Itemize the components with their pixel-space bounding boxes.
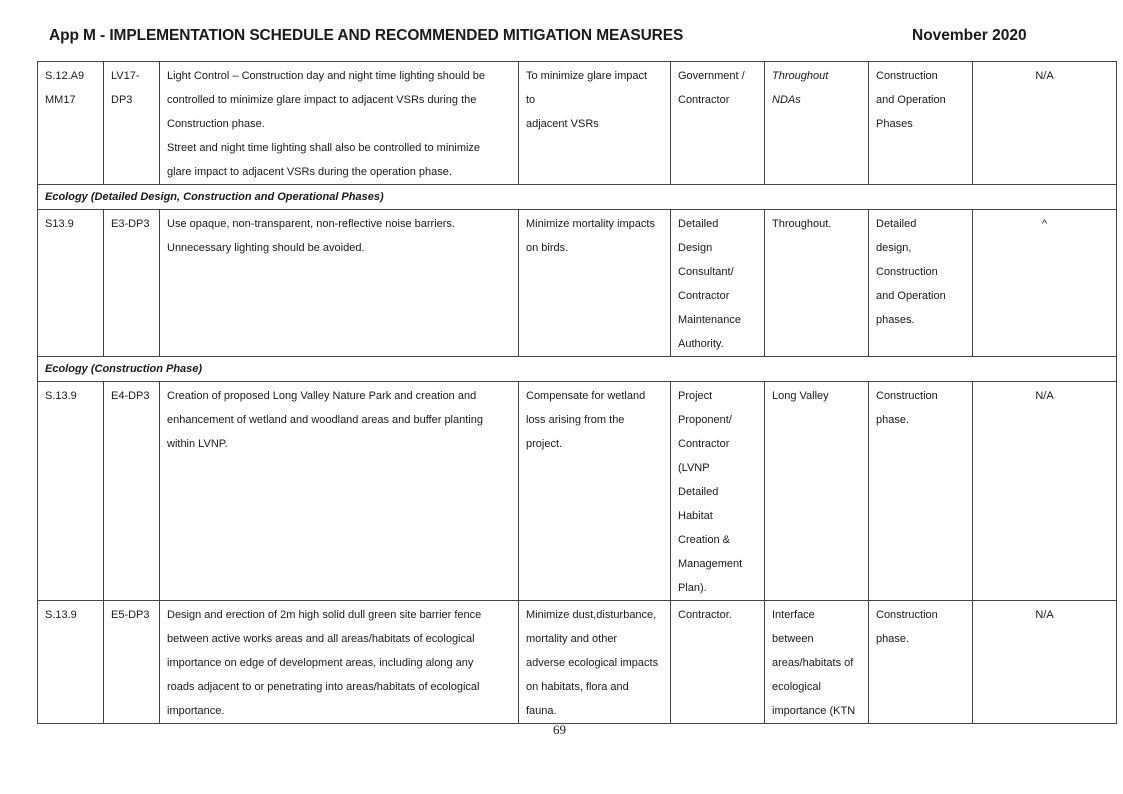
cell-line: Detailed: [678, 486, 719, 498]
status-cell: N/A: [973, 62, 1117, 185]
cell-line: Design and erection of 2m high solid dull green site barrier fence: [167, 609, 482, 621]
cell-line: Design: [678, 242, 713, 254]
location-cell: [765, 601, 869, 724]
mitigation-measure-cell: [160, 210, 519, 357]
cell-line: E4-DP3: [111, 390, 150, 402]
cell-line: Project: [678, 390, 713, 402]
cell-line: mortality and other: [526, 633, 618, 645]
cell-line: Construction: [876, 609, 938, 621]
cell-line: Construction: [876, 390, 938, 402]
objective-cell: [519, 210, 671, 357]
cell-line: to: [526, 94, 536, 106]
cell-line: on birds.: [526, 242, 569, 254]
cell-line: Use opaque, non-transparent, non-reflective noise barriers.: [167, 218, 455, 230]
cell-line: project.: [526, 438, 563, 450]
cell-line: Long Valley: [772, 390, 829, 402]
cell-line: fauna.: [526, 705, 557, 717]
cell-line: Compensate for wetland: [526, 390, 646, 402]
cell-line: S13.9: [45, 218, 74, 230]
document-title: App M - IMPLEMENTATION SCHEDULE AND RECOMMENDED MITIGATION MEASURES: [49, 27, 684, 44]
cell-line: Detailed: [678, 218, 719, 230]
cell-line: E5-DP3: [111, 609, 150, 621]
implementation-schedule-table: [37, 61, 1117, 724]
cell-line: Proponent/: [678, 414, 732, 426]
cell-line: Management: [678, 558, 743, 570]
cell-line: (LVNP: [678, 462, 710, 474]
cell-line: MM17: [45, 94, 76, 106]
cell-line: areas/habitats of: [772, 657, 854, 669]
timing-cell: [869, 382, 973, 601]
cell-line: Creation of proposed Long Valley Nature Park and creation and: [167, 390, 477, 402]
timing-cell: [869, 210, 973, 357]
cell-line: enhancement of wetland and woodland areas and buffer planting: [167, 414, 483, 426]
implementation-agent-cell: [671, 210, 765, 357]
location-cell: [765, 210, 869, 357]
mitigation-measure-cell: [160, 382, 519, 601]
mitigation-measure-cell: [160, 62, 519, 185]
cell-line: Minimize mortality impacts: [526, 218, 655, 230]
cell-line: phases.: [876, 314, 915, 326]
cell-line: ecological: [772, 681, 821, 693]
cell-line: between: [772, 633, 814, 645]
cell-line: S.12.A9: [45, 70, 85, 82]
cell-line: on habitats, flora and: [526, 681, 629, 693]
ep-ref-cell: [104, 62, 160, 185]
table-row: [38, 382, 1117, 601]
location-cell: [765, 382, 869, 601]
cell-line: and Operation: [876, 290, 946, 302]
cell-line: roads adjacent to or penetrating into areas/habitats of ecological: [167, 681, 480, 693]
implementation-agent-cell: [671, 601, 765, 724]
cell-line: Unnecessary lighting should be avoided.: [167, 242, 365, 254]
cell-line: Phases: [876, 118, 913, 130]
cell-line: Habitat: [678, 510, 713, 522]
cell-line: importance.: [167, 705, 225, 717]
cell-line: Street and night time lighting shall also be controlled to minimize: [167, 142, 481, 154]
cell-line: Authority.: [678, 338, 724, 350]
status-cell: N/A: [973, 601, 1117, 724]
cell-line: S.13.9: [45, 390, 77, 402]
cell-line: To minimize glare impact: [526, 70, 648, 82]
section-header-row: [38, 185, 1117, 210]
cell-line: Interface: [772, 609, 815, 621]
eia-ref-cell: [38, 62, 104, 185]
document-date: November 2020: [912, 27, 1027, 44]
cell-line: phase.: [876, 414, 910, 426]
status-cell: ^: [973, 210, 1117, 357]
ep-ref-cell: [104, 210, 160, 357]
page-number: 69: [553, 722, 566, 737]
section-header-row: [38, 357, 1117, 382]
cell-line: glare impact to adjacent VSRs during the operation phase.: [167, 166, 452, 178]
cell-line: Light Control – Construction day and night time lighting should be: [167, 70, 485, 82]
cell-line: Construction: [876, 70, 938, 82]
cell-line: LV17-: [111, 70, 140, 82]
cell-line: Contractor.: [678, 609, 732, 621]
timing-cell: [869, 62, 973, 185]
eia-ref-cell: [38, 210, 104, 357]
cell-line: Detailed: [876, 218, 917, 230]
section-header: Ecology (Detailed Design, Construction and Operational Phases): [38, 185, 1117, 210]
timing-cell: [869, 601, 973, 724]
cell-line: S.13.9: [45, 609, 77, 621]
cell-line: within LVNP.: [167, 438, 228, 450]
status-cell: N/A: [973, 382, 1117, 601]
cell-line: controlled to minimize glare impact to adjacent VSRs during the: [167, 94, 477, 106]
cell-line: adjacent VSRs: [526, 118, 599, 130]
cell-line: Construction: [876, 266, 938, 278]
cell-line: E3-DP3: [111, 218, 150, 230]
implementation-agent-cell: [671, 382, 765, 601]
objective-cell: [519, 601, 671, 724]
objective-cell: [519, 382, 671, 601]
cell-line: importance (KTN: [772, 705, 856, 717]
cell-line: Contractor: [678, 438, 730, 450]
ep-ref-cell: [104, 601, 160, 724]
cell-line: Government /: [678, 70, 745, 82]
table-row: [38, 601, 1117, 724]
cell-line: Contractor: [678, 290, 730, 302]
cell-line: NDAs: [772, 94, 801, 106]
implementation-agent-cell: [671, 62, 765, 185]
cell-line: Consultant/: [678, 266, 734, 278]
cell-line: Maintenance: [678, 314, 741, 326]
section-header: Ecology (Construction Phase): [38, 357, 1117, 382]
cell-line: Construction phase.: [167, 118, 265, 130]
objective-cell: [519, 62, 671, 185]
eia-ref-cell: [38, 601, 104, 724]
cell-line: Contractor: [678, 94, 730, 106]
ep-ref-cell: [104, 382, 160, 601]
cell-line: Plan).: [678, 582, 707, 594]
cell-line: and Operation: [876, 94, 946, 106]
cell-line: between active works areas and all areas/habitats of ecological: [167, 633, 475, 645]
cell-line: Throughout.: [772, 218, 832, 230]
cell-line: phase.: [876, 633, 910, 645]
eia-ref-cell: [38, 382, 104, 601]
mitigation-measure-cell: [160, 601, 519, 724]
cell-line: importance on edge of development areas, including along any: [167, 657, 474, 669]
cell-line: Throughout: [772, 70, 829, 82]
cell-line: loss arising from the: [526, 414, 625, 426]
cell-line: Creation &: [678, 534, 730, 546]
cell-line: Minimize dust,disturbance,: [526, 609, 657, 621]
cell-line: adverse ecological impacts: [526, 657, 659, 669]
cell-line: design,: [876, 242, 912, 254]
location-cell: [765, 62, 869, 185]
cell-line: DP3: [111, 94, 133, 106]
table-row: [38, 210, 1117, 357]
table-row: [38, 62, 1117, 185]
